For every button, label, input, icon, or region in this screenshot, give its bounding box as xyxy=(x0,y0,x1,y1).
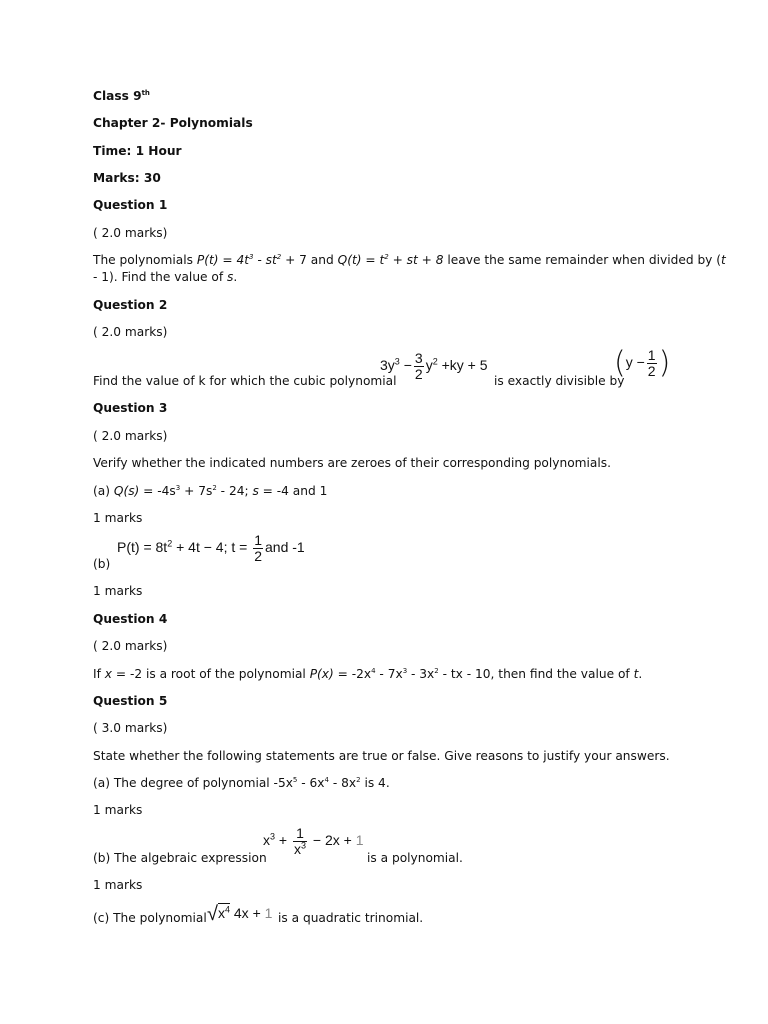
question-1-title: Question 1 xyxy=(93,198,168,212)
question-2-marks: ( 2.0 marks) xyxy=(93,325,168,339)
question-1-marks: ( 2.0 marks) xyxy=(93,226,168,240)
class-heading: Class 9th xyxy=(93,88,150,103)
question-5b-text: (b) The algebraic expression xyxy=(93,851,267,865)
question-5-intro: State whether the following statements are true or false. Give reasons to justify your answers. xyxy=(93,749,670,763)
marks-heading: Marks: 30 xyxy=(93,171,161,185)
question-3-intro: Verify whether the indicated numbers are zeroes of their corresponding polynomials. xyxy=(93,456,611,470)
question-5c-expression: $√x^4$ 4x + 1 xyxy=(207,903,273,926)
question-1-text-line2: - 1). Find the value of s. xyxy=(93,270,238,284)
question-3-title: Question 3 xyxy=(93,401,168,415)
question-5-title: Question 5 xyxy=(93,694,168,708)
question-4-marks: ( 2.0 marks) xyxy=(93,639,168,653)
question-3-marks: ( 2.0 marks) xyxy=(93,429,168,443)
question-5c-end: is a quadratic trinomial. xyxy=(278,911,424,925)
question-5b-marks: 1 marks xyxy=(93,878,143,892)
question-3b-marks: 1 marks xyxy=(93,584,143,598)
question-4-text: If x = -2 is a root of the polynomial $P(x) = -2x^4 - 7x^3 - 3x^2$ - tx - 10, then find the value of t. xyxy=(93,666,643,681)
question-3b-expression: $P(t) = 8t^2 + 4t - 4$; t = $\frac{1}{2}$ and -1 xyxy=(117,532,305,564)
question-1-text-line1: The polynomials $P(t) = 4t^3 - st^2 + 7$ and $Q(t) = t^2$ + st + 8 leave the same remainder when divided by (t xyxy=(93,252,726,267)
question-5a-marks: 1 marks xyxy=(93,803,143,817)
question-2-title: Question 2 xyxy=(93,298,168,312)
question-2-divisor: (y − $\frac{1}{2}$ ) xyxy=(614,345,671,381)
question-5c-text: (c) The polynomial xyxy=(93,911,207,925)
question-2-text-b: is exactly divisible by xyxy=(494,374,625,388)
question-5b-end: is a polynomial. xyxy=(367,851,463,865)
question-5b-expression: $x^3$ + $\frac{1}{x^3}$ − 2x + 1 xyxy=(263,825,364,857)
chapter-heading: Chapter 2- Polynomials xyxy=(93,116,253,130)
question-2-polynomial: $3y^3$ − $\frac{3}{2}$ $y^2 +ky + 5$ xyxy=(380,350,488,382)
question-3b-label: (b) xyxy=(93,557,111,571)
question-3a-text: (a) $Q(s) = -4s^3 + 7s^2 - 24$; s = -4 and 1 xyxy=(93,483,328,498)
question-2-text-a: Find the value of k for which the cubic polynomial xyxy=(93,374,397,388)
question-3a-marks: 1 marks xyxy=(93,511,143,525)
question-4-title: Question 4 xyxy=(93,612,168,626)
question-5a-text: (a) The degree of polynomial $-5x^5 - 6x^4 - 8x^2$ is 4. xyxy=(93,775,390,790)
question-5-marks: ( 3.0 marks) xyxy=(93,721,168,735)
time-heading: Time: 1 Hour xyxy=(93,144,182,158)
